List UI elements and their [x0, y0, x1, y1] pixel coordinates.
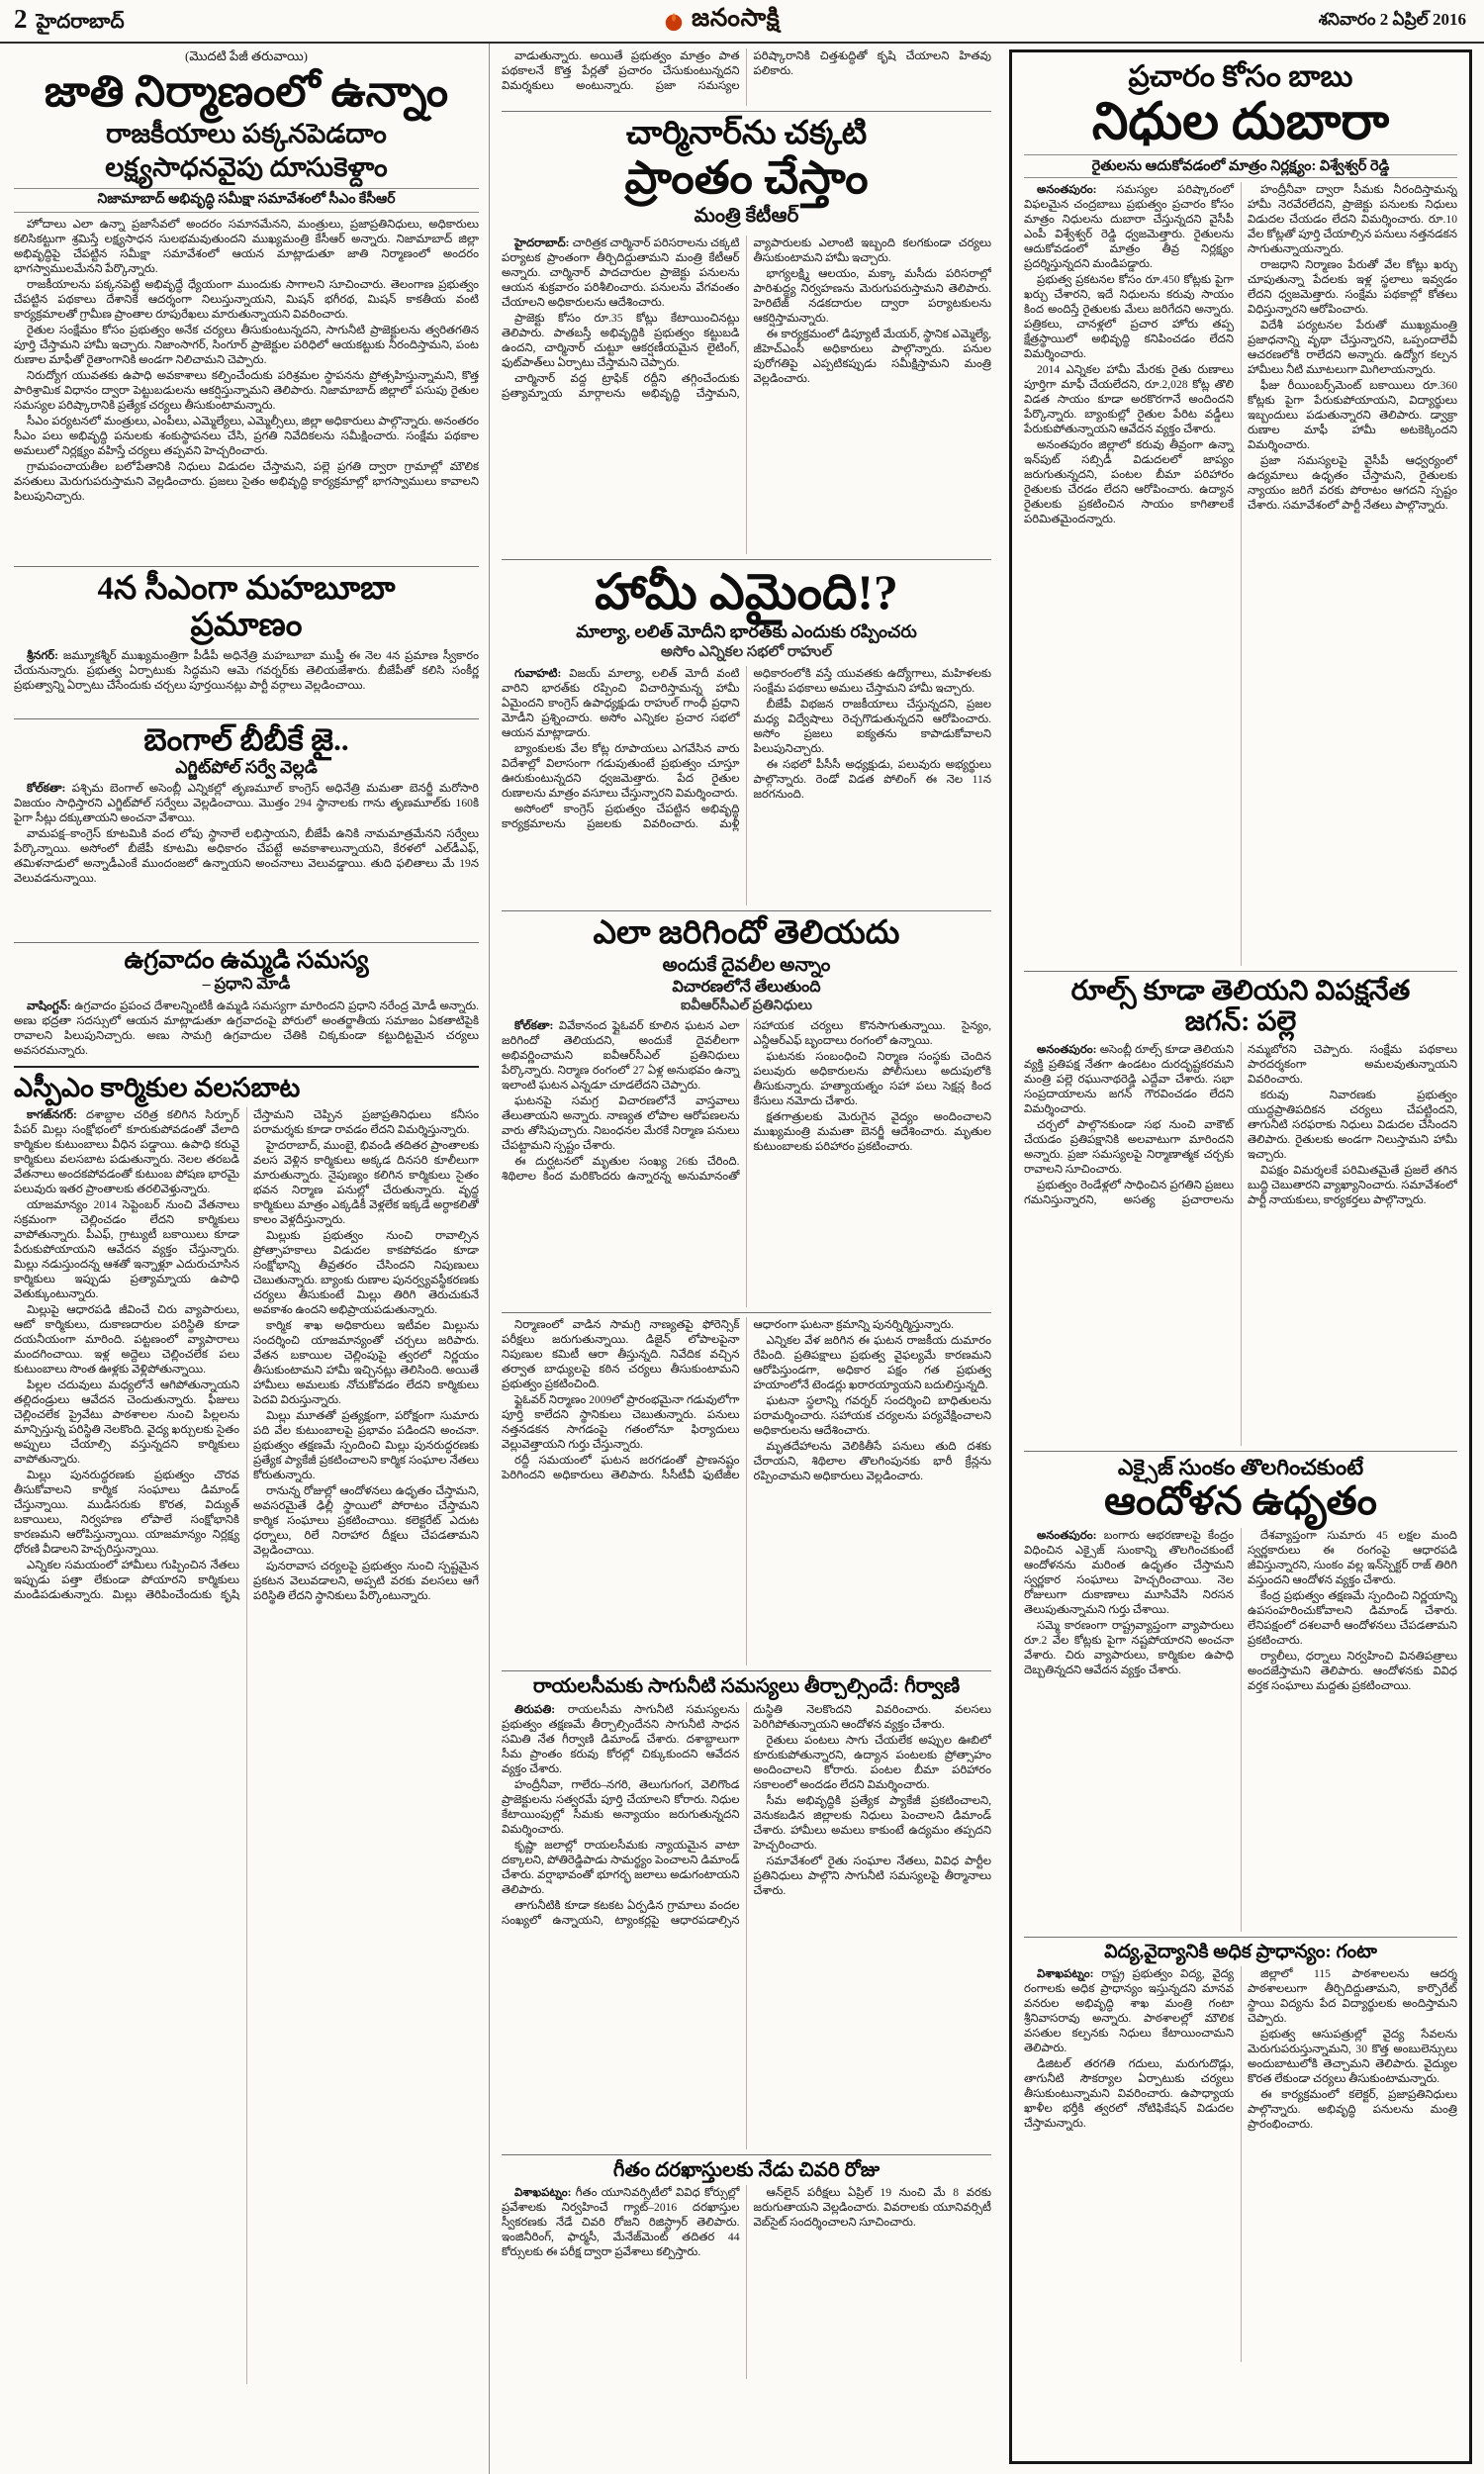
date-line: శనివారం 2 ఏప్రిల్ 2016 [1318, 10, 1466, 29]
dateline: హైదరాబాద్: [514, 237, 573, 250]
body-paragraph: శ్రీనగర్: జమ్మూకశ్మీర్ ముఖ్యమంత్రిగా పీడీపీ అధినేత్రి మహబూబా ముఫ్తీ ఈ నెల 4న ప్రమాణ స్వీకారం చేయనున్నారు. ప్రభుత్వ ఏర్పాటుకు సిద్ధమని ఆమె గవర్నర్‌కు తెలియజేశారు. బీజేపీతో కలిసి సంకీర్ణ ప్రభుత్వాన్ని ఏర్పాటు చేసేందుకు చర్చలు పూర్తయినట్లు పార్టీ వర్గాలు వెల్లడించాయి. [14, 648, 479, 692]
body-paragraph: జిల్లాలో 115 పాఠశాలలను ఆదర్శ పాఠశాలలుగా తీర్చిదిద్దుతామని, కార్పొరేట్ స్థాయి విద్యను పేద విద్యార్థులకు అందిస్తామని చెప్పారు. [1248, 1967, 1457, 2026]
body-paragraph: సీఎం పర్యటనలో మంత్రులు, ఎంపీలు, ఎమ్మెల్యేలు, ఎమ్మెల్సీలు, జిల్లా అధికారులు పాల్గొన్నారు. అనంతరం సీఎం పలు అభివృద్ధి పనులకు శంకుస్థాపనలు చేసి, ప్రగతి నివేదికలను సమీక్షించారు. సంక్షేమ పథకాల అమలులో నిర్లక్ష్యం వహిస్తే చర్యలు తప్పవని హెచ్చరించారు. [14, 414, 479, 457]
body-paragraph: అసోంలో కాంగ్రెస్ ప్రభుత్వం చేపట్టిన అభివృద్ధి కార్యక్రమాలను ప్రజలకు వివరించారు. మళ్లీ అధికారంలోకి వస్తే యువతకు ఉద్యోగాలు, మహిళలకు సంక్షేమ పథకాలు అమలు చేస్తామని హామీ ఇచ్చారు. [502, 667, 991, 831]
body-paragraph: హైదరాబాద్, ముంబై, భివండి తదితర ప్రాంతాలకు వలస వెళ్లిన కార్మికులు అక్కడ దినసరి కూలీలుగా మారుతున్నారు. నైపుణ్యం కలిగిన కార్మికులు సైతం భవన నిర్మాణ పనుల్లో చేరుతున్నారు. వృద్ధ కార్మికులు మాత్రం ఎక్కడికీ వెళ్లలేక ఇక్కడే అర్ధాకలితో కాలం వెళ్లదీస్తున్నారు. [253, 1138, 479, 1226]
body-paragraph: రానున్న రోజుల్లో ఆందోళనలు ఉధృతం చేస్తామని, అవసరమైతే ఢిల్లీ స్థాయిలో పోరాటం చేస్తామని కార్మిక సంఘాలు ప్రకటించాయి. కలెక్టరేట్ ఎదుట ధర్నాలు, రిలే నిరాహార దీక్షలు చేపడతామని వెల్లడించాయి. [253, 1483, 479, 1557]
divider [502, 910, 991, 911]
body-paragraph: తిరుపతి: రాయలసీమ సాగునీటి సమస్యలను ప్రభుత్వం తక్షణమే తీర్చాల్సిందేనని సాగునీటి సాధన సమితి నేత గీర్వాణి డిమాండ్ చేశారు. దశాబ్దాలుగా సీమ ప్రాంతం కరువు కోరల్లో చిక్కుకుందని ఆవేదన వ్యక్తం చేశారు. [502, 1702, 740, 1775]
divider [502, 111, 991, 112]
body-mahabooba [14, 648, 479, 714]
kicker-excise: ఎక్సైజ్ సుంకం తొలగించకుంటే [1117, 1454, 1364, 1479]
body-paragraph: మిల్లుపై ఆధారపడి జీవించే చిరు వ్యాపారులు, ఆటో కార్మికులు, దుకాణదారుల పరిస్థితి కూడా దయనీయంగా మారింది. పట్టణంలో వ్యాపారాలు మందగించాయి. ఇళ్ల అద్దెలు చెల్లించలేక పలు కుటుంబాలు సొంత ఊళ్లకు వెళ్లిపోతున్నాయి. [14, 1302, 239, 1376]
newspaper-logo-icon [663, 11, 685, 33]
body-paragraph: మృతదేహాలను వెలికితీసే పనులు తుది దశకు చేరాయని, శిథిలాల తొలగింపునకు భారీ క్రేన్లను రప్పించామని అధికారులు వెల్లడించారు. [753, 1440, 991, 1483]
masthead [0, 0, 1484, 44]
divider [502, 1312, 991, 1313]
body-paragraph: రాజధాని నిర్మాణం పేరుతో వేల కోట్లు ఖర్చు చూపుతున్నా పేదలకు ఇళ్ల స్థలాలు ఇవ్వడం లేదని ధ్వజమెత్తారు. సంక్షేమ పథకాల్లో కోతలు విధిస్తున్నారని ఆరోపించారు. [1248, 257, 1457, 316]
continued-kicker: (మొదటి పేజీ తరువాయి) [184, 48, 309, 63]
page-number: 2 [14, 4, 28, 34]
body-ganta [1024, 1966, 1457, 2362]
body-paragraph: కృష్ణా జలాల్లో రాయలసీమకు న్యాయమైన వాటా దక్కాలని, పోతిరెడ్డిపాడు సామర్థ్యం పెంచాలని డిమాండ్ చేశారు. వర్షాభావంతో భూగర్భ జలాలు అడుగంటాయని తెలిపారు. [502, 1838, 740, 1896]
body-paragraph: ఈ కార్యక్రమంలో డిప్యూటీ మేయర్, స్థానిక ఎమ్మెల్యే, జీహెచ్ఎంసీ అధికారులు పాల్గొన్నారు. పనుల పురోగతిపై ఎప్పటికప్పుడు సమీక్షిస్తామని మంత్రి వెల్లడించారు. [753, 328, 991, 386]
body-paragraph: హంద్రీనీవా ద్వారా సీమకు నీరందిస్తామన్న హామీ నెరవేరలేదని, ప్రాజెక్టు పనులకు నిధులు విడుదల చేయడం లేదని విమర్శించారు. రూ.10 వేల కోట్లతో పూర్తి చేయాల్సిన పనులు నత్తనడకన సాగుతున్నాయన్నారు. [1248, 182, 1457, 255]
headline-geervani: రాయలసీమకు సాగునీటి సమస్యలు తీర్చాల్సిందే: గీర్వాణి [532, 1675, 961, 1698]
divider [1024, 1451, 1457, 1452]
right-column-wrap [1003, 44, 1484, 2474]
edition-name: హైదరాబాద్ [36, 11, 125, 33]
body-paragraph: వామపక్ష–కాంగ్రెస్ కూటమికి వంద లోపు స్థానాలే లభిస్తాయని, బీజేపీ ఉనికి నామమాత్రమేనని సర్వేలు పేర్కొన్నాయి. అసోంలో బీజేపీ కూటమి అధికారం చేపట్టే అవకాశాలున్నాయని, కేరళలో ఎల్‌డీఎఫ్, తమిళనాడులో అన్నాడీఎంకే ముందంజలో ఉన్నాయని అంచనాలు వెలువడ్డాయి. తుది ఫలితాలు మే 19న వెలువడనున్నాయి. [14, 827, 479, 886]
body-paragraph: కోల్‌కతా: వివేకానంద ఫ్లైఓవర్ కూలిన ఘటన ఎలా జరిగిందో తెలియదని, అందుకే దైవలీలగా అభివర్ణించామని ఐవీఆర్‌సీఎల్ ప్రతినిధులు పేర్కొన్నారు. నిర్మాణ రంగంలో 27 ఏళ్ల అనుభవం ఉన్నా ఇలాంటి ఘటన ఎన్నడూ చూడలేదని చెప్పారు. [502, 1019, 740, 1093]
body-paragraph: ఫ్లైఓవర్ నిర్మాణం 2009లో ప్రారంభమైనా గడువులోగా పూర్తి కాలేదని స్థానికులు చెబుతున్నారు. పనులు నత్తనడకన సాగడంపై గతంలోనూ ఫిర్యాదులు వెల్లువెత్తాయని గుర్తు చేస్తున్నారు. [502, 1393, 740, 1452]
dateline: కోల్‌కతా: [514, 1019, 559, 1033]
subhead-jathi-1: రాజకీయాలు పక్కనపెడదాం [106, 119, 387, 149]
body-paragraph: ఆన్‌లైన్ పరీక్షలు ఏప్రిల్ 19 నుంచి మే 8 వరకు జరుగుతాయని వెల్లడించారు. వివరాలకు యూనివర్సిటీ వెబ్‌సైట్ సందర్శించాలని సూచించారు. [753, 2186, 991, 2230]
body-paragraph: భాగ్యలక్ష్మి ఆలయం, మక్కా మసీదు పరిసరాల్లో పారిశుద్ధ్య నిర్వహణను మెరుగుపరుస్తామని తెలిపారు. హెరిటేజ్ నడకదారుల ద్వారా పర్యాటకులను ఆకర్షిస్తామన్నారు. [753, 267, 991, 326]
body-paragraph: అనంతపురం: అసెంబ్లీ రూల్స్ కూడా తెలియని వ్యక్తి ప్రతిపక్ష నేతగా ఉండటం దురదృష్టకరమని మంత్రి పల్లె రఘునాథరెడ్డి ఎద్దేవా చేశారు. సభా సంప్రదాయాలను జగన్ గౌరవించడం లేదని విమర్శించారు. [1024, 1042, 1234, 1115]
subhead-elaa-2: విచారణలోనే తేలుతుంది [672, 978, 821, 996]
body-paragraph: ర్యాలీలు, ధర్నాలు నిర్వహించి వినతిపత్రాలు అందజేస్తామని తెలిపారు. ఆందోళనకు వివిధ వర్తక సంఘాలు మద్దతు ప్రకటించాయి. [1248, 1650, 1457, 1693]
dateline: విశాఖపట్నం: [1037, 1967, 1102, 1981]
divider [1024, 971, 1457, 972]
headline-bengal: బెంగాల్ బీబీకే జై.. [143, 721, 349, 757]
subhead-elaa-1: అందుకే దైవలీల అన్నాం [662, 955, 831, 977]
body-paragraph: విపక్షం విమర్శలకే పరిమితమైతే ప్రజలే తగిన బుద్ధి చెబుతారని వ్యాఖ్యానించారు. సమావేశంలో పార్టీ నాయకులు, కార్యకర్తలు పాల్గొన్నారు. [1248, 1163, 1457, 1206]
body-paragraph: మిల్లు మూతతో ప్రత్యక్షంగా, పరోక్షంగా సుమారు పది వేల కుటుంబాలపై ప్రభావం పడిందని అంచనా. ప్రభుత్వం తక్షణమే స్పందించి మిల్లు పునరుద్ధరణకు ప్రత్యేక ప్యాకేజీ ప్రకటించాలని కార్మిక సంఘాల నేతలు కోరుతున్నారు. [253, 1408, 479, 1481]
subhead-elaa-3: ఐవీఆర్‌సీఎల్ ప్రతినిధులు [680, 998, 813, 1013]
body-jagan [1024, 1042, 1457, 1446]
dateline: శ్రీనగర్: [27, 648, 63, 662]
body-paragraph: రాజకీయాలను పక్కనపెట్టి అభివృద్ధే ధ్యేయంగా ముందుకు సాగాలని సూచించారు. తెలంగాణ ప్రభుత్వం చేపట్టిన పథకాలు దేశానికే ఆదర్శంగా నిలుస్తున్నాయని, మిషన్ భగీరథ, మిషన్ కాకతీయ వంటి కార్యక్రమాలతో గ్రామీణ ప్రాంతాల రూపురేఖలు మారుతున్నాయని వివరించారు. [14, 277, 479, 321]
body-paragraph: దేశవ్యాప్తంగా సుమారు 45 లక్షల మంది స్వర్ణకారులు ఈ రంగంపై ఆధారపడి జీవిస్తున్నారని, సుంకం వల్ల ఇన్‌స్పెక్టర్ రాజ్ తిరిగి వస్తుందని ఆందోళన వ్యక్తం చేశారు. [1248, 1529, 1457, 1587]
dateline: అనంతపురం: [1037, 182, 1117, 196]
body-geervani [502, 1702, 991, 2149]
body-paragraph: ఫీజు రీయింబర్స్‌మెంట్ బకాయిలు రూ.360 కోట్లకు పైగా పేరుకుపోయాయని, విద్యార్థులు ఇబ్బందులు పడుతున్నారని తెలిపారు. డ్వాక్రా రుణాల మాఫీ హామీ అటకెక్కిందని విమర్శించారు. [1248, 378, 1457, 451]
divider [14, 566, 479, 567]
headline-geetham: గీతం దరఖాస్తులకు నేడు చివరి రోజు [612, 2158, 881, 2181]
headline-jagan: రూల్స్ కూడా తెలియని విపక్షనేత జగన్: పల్లె [1070, 975, 1411, 1038]
body-paragraph: గువాహటి: విజయ్ మాల్యా, లలిత్ మోదీ వంటి వారిని భారత్‌కు రప్పించి విచారిస్తామన్న హామీ ఏమైందని కాంగ్రెస్ ఉపాధ్యక్షుడు రాహుల్ గాంధీ ప్రధాని మోడీని ప్రశ్నించారు. అసోం ఎన్నికల ప్రచార సభలో ఆయన మాట్లాడారు. [502, 667, 740, 740]
headline-ugra: ఉగ్రవాదం ఉమ్మడి సమస్య [124, 947, 369, 975]
divider [1024, 1937, 1457, 1938]
body-paragraph: మిల్లుకు ప్రభుత్వం నుంచి రావాల్సిన ప్రోత్సాహకాలు విడుదల కాకపోవడం కూడా సంక్షోభాన్ని తీవ్రతరం చేసిందని నిపుణులు చెబుతున్నారు. బ్యాంకు రుణాల పునర్వ్యవస్థీకరణకు చర్యలు తీసుకుంటే మిల్లు తిరిగి తెరుచుకునే అవకాశం ఉందని అభిప్రాయపడుతున్నారు. [253, 1228, 479, 1316]
body-excise [1024, 1528, 1457, 1932]
body-flyover-more [502, 1317, 991, 1665]
body-paragraph: రైతులు పంటలు సాగు చేయలేక అప్పుల ఊబిలో కూరుకుపోతున్నారని, ఉద్యాన పంటలకు ప్రోత్సాహం అందించాలని కోరారు. పంటల బీమా పరిహారం సకాలంలో అందడం లేదని విమర్శించారు. [753, 1733, 991, 1791]
body-paragraph: ప్రభుత్వం రెండేళ్లలో సాధించిన ప్రగతిని ప్రజలు గమనిస్తున్నారని, అసత్య ప్రచారాలను నమ్మబోరని చెప్పారు. సంక్షేమ పథకాలు పారదర్శకంగా అమలవుతున్నాయని వివరించారు. [1024, 1042, 1457, 1206]
body-paragraph: ఎన్నికల సమయంలో హామీలు గుప్పించిన నేతలు ఇప్పుడు పత్తా లేకుండా పోయారని కార్మికులు మండిపడుతున్నారు. మిల్లు తెరిపించేందుకు కృషి చేస్తామని చెప్పిన ప్రజాప్రతినిధులు కనీసం పరామర్శకు కూడా రావడం లేదని విమర్శిస్తున్నారు. [14, 1107, 479, 1601]
body-paragraph: పిల్లల చదువులు మధ్యలోనే ఆగిపోతున్నాయని తల్లిదండ్రులు ఆవేదన చెందుతున్నారు. ఫీజులు చెల్లించలేక ప్రైవేటు పాఠశాలల నుంచి పిల్లలను మాన్పిస్తున్న పరిస్థితి నెలకొంది. వైద్య ఖర్చులకు సైతం అప్పులు చేయాల్సి వస్తున్నదని కార్మికులు వాపోతున్నారు. [14, 1378, 239, 1466]
dateline: తిరుపతి: [514, 1702, 568, 1716]
body-paragraph: ప్రజా సమస్యలపై వైసీపీ ఆధ్వర్యంలో ఉద్యమాలు ఉధృతం చేస్తామని, రైతులకు న్యాయం జరిగే వరకు పోరాటం ఆగదని స్పష్టం చేశారు. సమావేశంలో పార్టీ నేతలు పాల్గొన్నారు. [1248, 453, 1457, 512]
body-paragraph: ఘటనా స్థలాన్ని గవర్నర్ సందర్శించి బాధితులను పరామర్శించారు. సహాయక చర్యలను పర్యవేక్షించాలని అధికారులను ఆదేశించారు. [753, 1394, 991, 1438]
body-paragraph: ప్రభుత్వ ఆసుపత్రుల్లో వైద్య సేవలను మెరుగుపరుస్తున్నామని, 30 కొత్త అంబులెన్సులు అందుబాటులోకి తెచ్చామని తెలిపారు. వైద్యుల కొరత లేకుండా చర్యలు తీసుకుంటామన్నారు. [1248, 2028, 1457, 2086]
body-paragraph: ఈ కార్యక్రమంలో కలెక్టర్, ప్రజాప్రతినిధులు పాల్గొన్నారు. అభివృద్ధి పనులను మంత్రి ప్రారంభించారు. [1248, 2088, 1457, 2132]
subhead-bengal: ఎగ్జిట్‌పోల్ సర్వే వెల్లడి [175, 757, 318, 778]
body-paragraph: కార్మిక శాఖ అధికారులు ఇటీవల మిల్లును సందర్శించి యాజమాన్యంతో చర్చలు జరిపారు. వేతన బకాయిల చెల్లింపుపై త్వరలో నిర్ణయం తీసుకుంటామని హామీ ఇచ్చినట్లు తెలిసింది. అయితే హామీలు అమలుకు నోచుకోవడం లేదని కార్మికులు పెదవి విరుస్తున్నారు. [253, 1318, 479, 1406]
body-paragraph: రద్దీ సమయంలో ఘటన జరగడంతో ప్రాణనష్టం పెరిగిందని అధికారులు తెలిపారు. సీసీటీవీ ఫుటేజీల ఆధారంగా ఘటనా క్రమాన్ని పునర్నిర్మిస్తున్నారు. [502, 1318, 955, 1482]
body-babu [1024, 182, 1457, 966]
body-paragraph: కరువు నివారణకు ప్రభుత్వం యుద్ధప్రాతిపదికన చర్యలు చేపట్టిందని, తాగునీటి సరఫరాకు నిధులు విడుదల చేసిందని తెలిపారు. రైతులకు అండగా నిలుస్తామని హామీ ఇచ్చారు. [1248, 1088, 1457, 1161]
body-paragraph: సమ్మె కారణంగా రాష్ట్రవ్యాప్తంగా వ్యాపారులు రూ.2 వేల కోట్లకు పైగా నష్టపోయారని అంచనా వేశారు. చిరు వ్యాపారులు, కార్మికుల ఉపాధి దెబ్బతిన్నదని ఆవేదన వ్యక్తం చేశారు. [1024, 1619, 1234, 1677]
body-paragraph: అనంతపురం: సమస్యల పరిష్కారంలో విఫలమైన చంద్రబాబు ప్రభుత్వం ప్రచారం కోసం మాత్రం నిధులను దుబారా చేస్తున్నదని వైసీపీ ఎంపీ విశ్వేశ్వర్ రెడ్డి ధ్వజమెత్తారు. రైతులను ఆదుకోవడంలో మాత్రం తీవ్ర నిర్లక్ష్యం ప్రదర్శిస్తున్నదని మండిపడ్డారు. [1024, 182, 1234, 270]
body-paragraph: బ్యాంకులకు వేల కోట్ల రూపాయలు ఎగవేసిన వారు విదేశాల్లో విలాసంగా గడుపుతుంటే ప్రభుత్వం చూస్తూ ఊరుకుంటున్నదని ధ్వజమెత్తారు. పేద రైతుల రుణాలను మాత్రం వసూలు చేస్తున్నారని విమర్శించారు. [502, 742, 740, 801]
body-charminar [502, 236, 991, 554]
body-paragraph: అనంతపురం: బంగారు ఆభరణాలపై కేంద్రం విధించిన ఎక్సైజ్ సుంకాన్ని తొలగించకుంటే ఆందోళనను మరింత ఉధృతం చేస్తామని స్వర్ణకార సంఘాలు హెచ్చరించాయి. నెల రోజులుగా దుకాణాలు మూసివేసి నిరసన తెలుపుతున్నామని గుర్తు చేశాయి. [1024, 1529, 1234, 1617]
dateline: వాషింగ్టన్: [27, 999, 75, 1013]
headline-babu: నిధుల దుబారా [1091, 93, 1390, 150]
body-paragraph: ఈ దుర్ఘటనలో మృతుల సంఖ్య 26కు చేరింది. శిథిలాల కింద మరికొందరు ఉన్నారన్న అనుమానంతో సహాయక చర్యలు కొనసాగుతున్నాయి. సైన్యం, ఎన్డీఆర్ఎఫ్ బృందాలు రంగంలో ఉన్నాయి. [502, 1019, 991, 1184]
body-paragraph: హంద్రీనీవా, గాలేరు–నగరి, తెలుగుగంగ, వెలిగొండ ప్రాజెక్టులను సత్వరమే పూర్తి చేయాలని కోరారు. నిధుల కేటాయింపుల్లో సీమకు అన్యాయం జరుగుతున్నదని విమర్శించారు. [502, 1777, 740, 1836]
body-paragraph: విశాఖపట్నం: రాష్ట్ర ప్రభుత్వం విద్య, వైద్య రంగాలకు అధిక ప్రాధాన్యం ఇస్తున్నదని మానవ వనరుల అభివృద్ధి శాఖ మంత్రి గంటా శ్రీనివాసరావు అన్నారు. పాఠశాలల్లో మౌలిక వసతుల కల్పనకు నిధులు కేటాయించామని తెలిపారు. [1024, 1967, 1234, 2055]
body-spm [14, 1107, 479, 2384]
body-paragraph: కేంద్ర ప్రభుత్వం తక్షణమే స్పందించి నిర్ణయాన్ని ఉపసంహరించుకోవాలని డిమాండ్ చేశారు. లేనిపక్షంలో దశలవారీ ఆందోళనలు చేపడతామని ప్రకటించారు. [1248, 1589, 1457, 1648]
body-continuation [502, 48, 991, 106]
body-paragraph: కోల్‌కతా: పశ్చిమ బెంగాల్ అసెంబ్లీ ఎన్నికల్లో తృణమూల్ కాంగ్రెస్ అధినేత్రి మమతా బెనర్జీ మరోసారి విజయం సాధిస్తారని ఎగ్జిట్‌పోల్ సర్వేలు వెల్లడించాయి. మొత్తం 294 స్థానాలకు గాను తృణమూల్‌కు 160కి పైగా సీట్లు దక్కుతాయని అంచనా వేశాయి. [14, 782, 479, 825]
body-elaa [502, 1018, 991, 1307]
dateline: గువాహటి: [514, 667, 570, 681]
headline-ganta: విద్య,వైద్యానికి అధిక ప్రాధాన్యం: గంటా [1104, 1942, 1377, 1963]
divider [14, 718, 479, 719]
divider [14, 942, 479, 943]
dateline: అనంతపురం: [1037, 1042, 1100, 1056]
subhead-haamee-2: అసోం ఎన్నికల సభలో రాహుల్ [660, 644, 833, 661]
body-paragraph: 2014 ఎన్నికల హామీ మేరకు రైతు రుణాలు పూర్తిగా మాఫీ చేయలేదని, రూ.2,028 కోట్ల తొలి విడత సాయం కూడా అరకొరగానే అందిందని పేర్కొన్నారు. బ్యాంకుల్లో రైతుల పేరిట వడ్డీలు పేరుకుపోతున్నాయని ఆవేదన వ్యక్తం చేశారు. [1024, 362, 1234, 435]
byline-jathi: నిజామాబాద్ అభివృద్ధి సమీక్షా సమావేశంలో సీఎం కేసీఆర్ [14, 188, 479, 213]
dateline: కోల్‌కతా: [27, 782, 72, 796]
subhead-babu: రైతులను ఆదుకోవడంలో మాత్రం నిర్లక్ష్యం: విశ్వేశ్వర్ రెడ్డి [1024, 154, 1457, 178]
body-paragraph: గ్రామపంచాయతీల బలోపేతానికి నిధులు విడుదల చేస్తామని, పల్లె ప్రగతి ద్వారా గ్రామాల్లో మౌలిక వసతులు మెరుగుపరుస్తామని వెల్లడించారు. ప్రజలు సైతం అభివృద్ధి కార్యక్రమాల్లో భాగస్వాములు కావాలని పిలుపునిచ్చారు. [14, 459, 479, 503]
body-paragraph: మిల్లు పునరుద్ధరణకు ప్రభుత్వం చొరవ తీసుకోవాలని కార్మిక సంఘాలు డిమాండ్ చేస్తున్నాయి. ముడిసరుకు కొరత, విద్యుత్ బకాయిలు, నిర్వహణ లోపాలే సంక్షోభానికి కారణమని ఆరోపిస్తున్నాయి. యాజమాన్యం నిర్లక్ష్య ధోరణి వీడాలని హెచ్చరిస్తున్నాయి. [14, 1468, 239, 1556]
headline-charminar-1: చార్మినార్‌ను చక్కటి [625, 116, 868, 151]
middle-column [489, 44, 1003, 2474]
headline-spm: ఎస్పీఎం కార్మికుల వలసబాట [14, 1073, 301, 1103]
byline-ugra: – ప్రధాని మోడీ [202, 976, 291, 994]
headline-mahabooba: 4న సీఎంగా మహబూబా ప్రమాణం [97, 570, 396, 643]
body-paragraph: ఘటనపై సమగ్ర విచారణలోనే వాస్తవాలు తేలుతాయని అన్నారు. నాణ్యత లోపాల ఆరోపణలను వారు తోసిపుచ్చారు. నిబంధనల మేరకే నిర్మాణ పనులు చేపట్టామని స్పష్టం చేశారు. [502, 1094, 740, 1153]
body-paragraph: అనంతపురం జిల్లాలో కరువు తీవ్రంగా ఉన్నా ఇన్‌పుట్ సబ్సిడీ విడుదలలో జాప్యం జరుగుతున్నదని, పంటల బీమా పరిహారం రైతులకు చేరడం లేదని ఆరోపించారు. ఉద్యాన రైతులకు ప్రకటించిన సాయం కాగితాలకే పరిమితమైందన్నారు. [1024, 437, 1234, 525]
body-paragraph: నిరుద్యోగ యువతకు ఉపాధి అవకాశాలు కల్పించేందుకు పరిశ్రమల స్థాపనను ప్రోత్సహిస్తున్నామని, కొత్త పారిశ్రామిక విధానం ద్వారా పెట్టుబడులను ఆకర్షిస్తున్నామని తెలిపారు. నిజామాబాద్ జిల్లాలో పసుపు రైతుల సమస్యల పరిష్కారానికి ప్రత్యేక చర్యలు తీసుకుంటామన్నారు. [14, 368, 479, 412]
masthead-left [14, 6, 125, 38]
dateline: విశాఖపట్నం: [514, 2186, 576, 2200]
body-paragraph: సీమ అభివృద్ధికి ప్రత్యేక ప్యాకేజీ ప్రకటించాలని, వెనుకబడిన జిల్లాలకు నిధులు పెంచాలని డిమాండ్ చేశారు. హామీలు అమలు కాకుంటే ఉద్యమం తప్పదని హెచ్చరించారు. [753, 1793, 991, 1852]
newspaper-title: జనంసాక్షి [691, 5, 781, 32]
body-paragraph: బీజేపీ విభజన రాజకీయాలు చేస్తున్నదని, ప్రజల మధ్య విద్వేషాలు రెచ్చగొడుతున్నదని ఆరోపించారు. అసోం ప్రజలు ఐక్యతను కాపాడుకోవాలని పిలుపునిచ్చారు. [753, 698, 991, 756]
body-bengal [14, 781, 479, 937]
body-paragraph: యాజమాన్యం 2014 సెప్టెంబర్ నుంచి వేతనాలు సక్రమంగా చెల్లించడం లేదని కార్మికులు వాపోతున్నారు. పీఎఫ్, గ్రాట్యుటీ బకాయిలు కూడా పేరుకుపోయాయని ఆవేదన వ్యక్తం చేస్తున్నారు. మిల్లు నడుస్తుందన్న ఆశతో ఇన్నాళ్లూ ఎదురుచూసిన కార్మికులు ఇప్పుడు ప్రత్యామ్నాయ ఉపాధి వెతుక్కుంటున్నారు. [14, 1197, 239, 1300]
body-paragraph: తాగునీటికి కూడా కటకట ఏర్పడిన గ్రామాలు వందల సంఖ్యలో ఉన్నాయని, ట్యాంకర్లపై ఆధారపడాల్సిన దుస్థితి నెలకొందని వివరించారు. వలసలు పెరిగిపోతున్నాయని ఆందోళన వ్యక్తం చేశారు. [502, 1702, 991, 1927]
headline-elaa: ఎలా జరిగిందో తెలియదు [593, 915, 900, 952]
body-paragraph: వాడుతున్నారు. అయితే ప్రభుత్వం మాత్రం పాత పథకాలనే కొత్త పేర్లతో ప్రచారం చేసుకుంటున్నదని విమర్శకులు అంటున్నారు. ప్రజా సమస్యల పరిష్కారానికి చిత్తశుద్ధితో కృషి చేయాలని హితవు పలికారు. [502, 49, 991, 92]
body-jathi [14, 217, 479, 561]
headline-jathi: జాతి నిర్మాణంలో ఉన్నాం [44, 67, 449, 116]
divider [502, 1670, 991, 1671]
headline-haamee: హామీ ఎమైంది!? [595, 564, 898, 620]
subhead-haamee-1: మాల్యా, లలిత్ మోదీని భారత్‌కు ఎందుకు రప్పించరు [576, 621, 917, 642]
body-paragraph: చార్మినార్ వద్ద ట్రాఫిక్ రద్దీని తగ్గించేందుకు ప్రత్యామ్నాయ మార్గాలను అభివృద్ధి చేస్తామని, వ్యాపారులకు ఎలాంటి ఇబ్బంది కలగకుండా చర్యలు తీసుకుంటామని హామీ ఇచ్చారు. [502, 237, 991, 401]
subhead-jathi-2: లక్ష్యసాధనవైపు దూసుకెళ్దాం [105, 152, 388, 183]
body-paragraph: చర్చలో పాల్గొనకుండా సభ నుంచి వాకౌట్ చేయడం ప్రతిపక్షానికి అలవాటుగా మారిందని అన్నారు. ప్రజా సమస్యలపై నిర్మాణాత్మక చర్చకు రావాలని సూచించారు. [1024, 1117, 1234, 1176]
dateline: అనంతపురం: [1037, 1529, 1104, 1543]
kicker-babu: ప్రచారం కోసం బాబు [1128, 60, 1353, 93]
body-paragraph: రైతుల సంక్షేమం కోసం ప్రభుత్వం అనేక చర్యలు తీసుకుంటున్నదని, సాగునీటి ప్రాజెక్టులను త్వరితగతిన పూర్తి చేస్తామని హామీ ఇచ్చారు. నిజాంసాగర్, సింగూర్ ప్రాజెక్టుల పరిధిలో ఆయకట్టుకు నీరందిస్తామని, పంట రుణాల మాఫీతో రైతాంగానికి అండగా నిలిచామని చెప్పారు. [14, 323, 479, 366]
divider [502, 2154, 991, 2155]
body-paragraph: క్షతగాత్రులకు మెరుగైన వైద్యం అందించాలని ముఖ్యమంత్రి మమతా బెనర్జీ ఆదేశించారు. మృతుల కుటుంబాలకు పరిహారం ప్రకటించారు. [753, 1110, 991, 1154]
divider [502, 559, 991, 560]
body-paragraph: హైదరాబాద్: చారిత్రక చార్మినార్ పరిసరాలను చక్కటి పర్యాటక ప్రాంతంగా తీర్చిదిద్దుతామని మంత్రి కేటీఆర్ అన్నారు. చార్మినార్ పాదచారుల ప్రాజెక్టు పనులను ఆయన శుక్రవారం పరిశీలించారు. పనులను వేగవంతం చేయాలని అధికారులను ఆదేశించారు. [502, 237, 740, 310]
left-column [0, 44, 489, 2474]
body-paragraph: నిర్మాణంలో వాడిన సామగ్రి నాణ్యతపై ఫోరెన్సిక్ పరీక్షలు జరుగుతున్నాయి. డిజైన్ లోపాలపైనా నిపుణుల కమిటీ ఆరా తీస్తున్నది. నివేదిక వచ్చిన తర్వాత బాధ్యులపై కఠిన చర్యలు తీసుకుంటామని ప్రభుత్వం ప్రకటించింది. [502, 1318, 740, 1391]
body-paragraph: సమావేశంలో రైతు సంఘాల నేతలు, వివిధ పార్టీల ప్రతినిధులు పాల్గొని సాగునీటి సమస్యలపై తీర్మానాలు చేశారు. [753, 1854, 991, 1897]
body-paragraph: వాషింగ్టన్: ఉగ్రవాదం ప్రపంచ దేశాలన్నింటికీ ఉమ్మడి సమస్యగా మారిందని ప్రధాని నరేంద్ర మోడీ అన్నారు. అణు భద్రతా సదస్సులో ఆయన మాట్లాడుతూ ఉగ్రవాదంపై పోరులో అంతర్జాతీయ సమాజం ఏకతాటిపైకి రావాలని పిలుపునిచ్చారు. అణు సామగ్రి ఉగ్రవాదుల చేతికి చిక్కకుండా కట్టుదిట్టమైన చర్యలు అవసరమన్నారు. [14, 999, 479, 1058]
body-ugra [14, 999, 479, 1060]
body-paragraph: ప్రాజెక్టు కోసం రూ.35 కోట్లు కేటాయించినట్లు తెలిపారు. పాతబస్తీ అభివృద్ధికి ప్రభుత్వం కట్టుబడి ఉందని, చార్మినార్ చుట్టూ ఆకర్షణీయమైన లైటింగ్, ఫుట్‌పాత్‌లు ఏర్పాటు చేస్తామని చెప్పారు. [502, 312, 740, 370]
body-paragraph: ఈ సభలో పీసీసీ అధ్యక్షుడు, పలువురు అభ్యర్థులు పాల్గొన్నారు. రెండో విడత పోలింగ్ ఈ నెల 11న జరగనుంది. [753, 758, 991, 802]
body-paragraph: పునరావాస చర్యలపై ప్రభుత్వం నుంచి స్పష్టమైన ప్రకటన వెలువడాలని, అప్పటి వరకు వలసలు ఆగే పరిస్థితి లేదని స్థానికులు పేర్కొంటున్నారు. [253, 1559, 479, 1602]
dateline: కాగజ్‌నగర్: [27, 1107, 86, 1121]
body-paragraph: ప్రభుత్వ ప్రకటనల కోసం రూ.450 కోట్లకు పైగా ఖర్చు చేశారని, ఇదే నిధులను కరువు సాయం కింద అందిస్తే రైతులకు మేలు జరిగేదని అన్నారు. పత్రికలు, చానళ్లలో ప్రచార హోరు తప్ప క్షేత్రస్థాయిలో అభివృద్ధి కనిపించడం లేదని విమర్శించారు. [1024, 272, 1234, 360]
headline-charminar-2: ప్రాంతం చేస్తాం [624, 151, 869, 203]
headline-excise: ఆందోళన ఉధృతం [1104, 1478, 1377, 1524]
section-divider [14, 1066, 479, 1068]
body-paragraph: కాగజ్‌నగర్: దశాబ్దాల చరిత్ర కలిగిన సిర్పూర్ పేపర్ మిల్లు సంక్షోభంలో కూరుకుపోవడంతో వేలాది కార్మికుల కుటుంబాలు వీధిన పడ్డాయి. ఉపాధి కరువై కార్మికులు వలసబాట పడుతున్నారు. నెలల తరబడి వేతనాలు అందకపోవడంతో కుటుంబ పోషణ భారమై పలువురు ఇతర ప్రాంతాలకు తరలివెళ్తున్నారు. [14, 1107, 239, 1195]
body-haamee [502, 666, 991, 905]
right-boxed-section [1009, 49, 1472, 2464]
body-paragraph: విదేశీ పర్యటనల పేరుతో ముఖ్యమంత్రి ప్రజాధనాన్ని వృథా చేస్తున్నారని, ఒప్పందాలేవీ ఆచరణలోకి రాలేదని అన్నారు. ఉద్యోగ కల్పన హామీలు నీటి మూటలుగా మిగిలాయన్నారు. [1248, 318, 1457, 376]
byline-ktr: మంత్రి కేటీఆర్ [694, 205, 799, 228]
page-content [0, 44, 1484, 2474]
masthead-center [663, 5, 780, 39]
body-paragraph: విశాఖపట్నం: గీతం యూనివర్సిటీలో వివిధ కోర్సుల్లో ప్రవేశాలకు నిర్వహించే గ్యాట్‌–2016 దరఖాస్తుల స్వీకరణకు నేడే చివరి రోజని రిజిస్ట్రార్ తెలిపారు. ఇంజినీరింగ్, ఫార్మసీ, మేనేజ్‌మెంట్ తదితర 44 కోర్సులకు ఈ పరీక్ష ద్వారా ప్రవేశాలు కల్పిస్తారు. [502, 2186, 740, 2259]
body-paragraph: ఎన్నికల వేళ జరిగిన ఈ ఘటన రాజకీయ దుమారం రేపింది. ప్రతిపక్షాలు ప్రభుత్వ వైఫల్యమే కారణమని ఆరోపిస్తుండగా, అధికార పక్షం గత ప్రభుత్వ హయాంలోనే టెండర్లు ఖరారయ్యాయని బదులిస్తున్నది. [753, 1334, 991, 1392]
body-paragraph: ఘటనకు సంబంధించి నిర్మాణ సంస్థకు చెందిన పలువురు అధికారులను పోలీసులు అదుపులోకి తీసుకున్నారు. హత్యాయత్నం సహా పలు సెక్షన్ల కింద కేసులు నమోదు చేశారు. [753, 1050, 991, 1108]
body-paragraph: హోదాలు ఎలా ఉన్నా ప్రజాసేవలో అందరం సమానమేనని, మంత్రులు, ప్రజాప్రతినిధులు, అధికారులు కలిసికట్టుగా శ్రమిస్తే లక్ష్యసాధన సులభమవుతుందని ముఖ్యమంత్రి కేసీఆర్ అన్నారు. నిజామాబాద్ జిల్లా అభివృద్ధిపై చేపట్టిన సమీక్షా సమావేశంలో ఆయన మాట్లాడుతూ జాతి నిర్మాణంలో అందరం భాగస్వాములమేనని పేర్కొన్నారు. [14, 217, 479, 275]
body-geetham [502, 2185, 991, 2379]
body-paragraph: డిజిటల్ తరగతి గదులు, మరుగుదొడ్లు, తాగునీటి సౌకర్యాల ఏర్పాటుకు చర్యలు తీసుకుంటున్నామని వివరించారు. ఉపాధ్యాయ ఖాళీల భర్తీకి త్వరలో నోటిఫికేషన్ విడుదల చేస్తామన్నారు. [1024, 2057, 1234, 2131]
